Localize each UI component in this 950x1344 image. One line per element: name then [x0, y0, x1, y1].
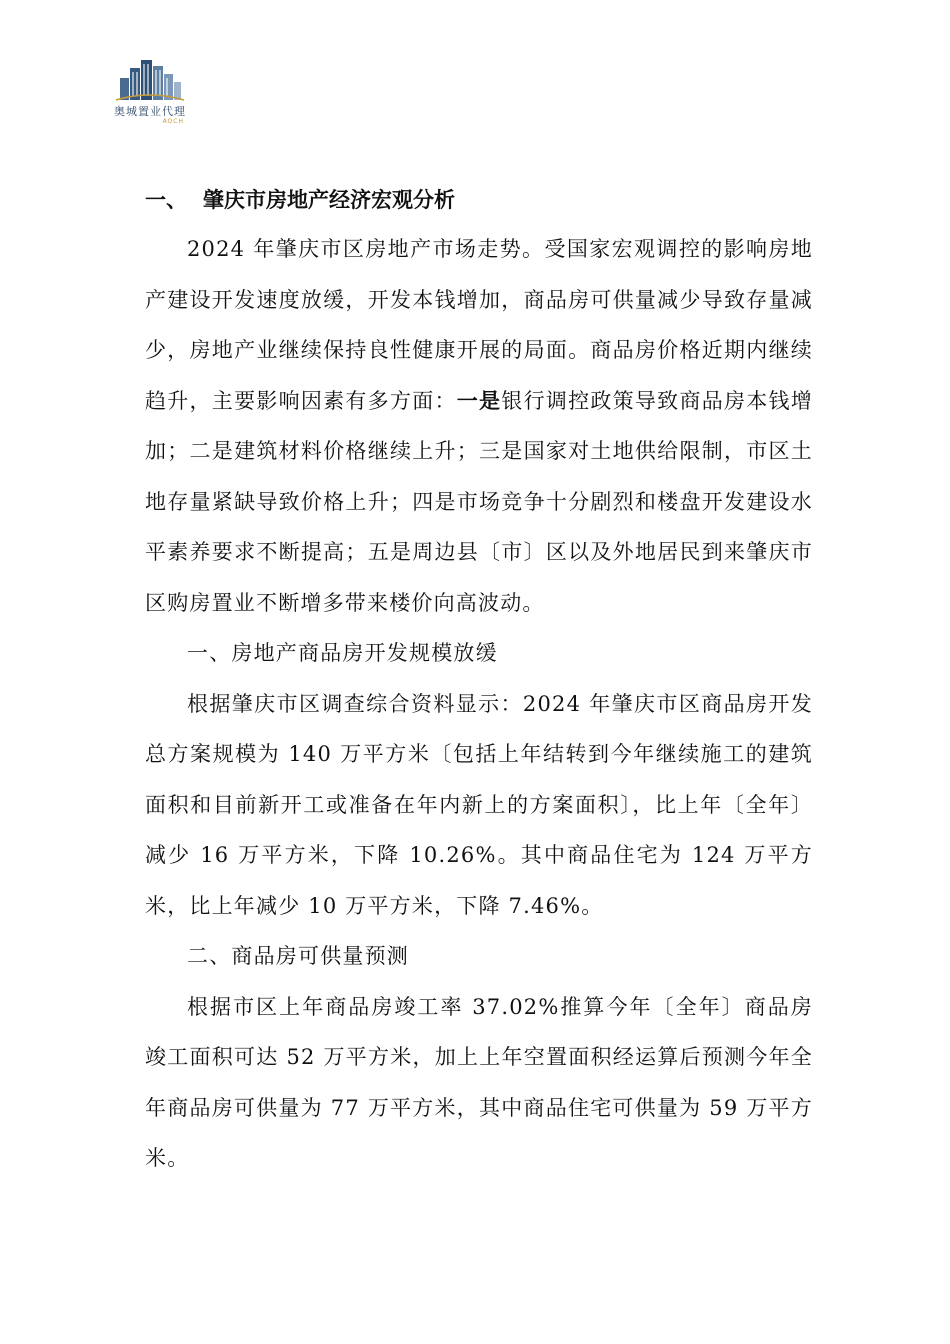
paragraph-development-scale: 根据肇庆市区调查综合资料显示：2024 年肇庆市区商品房开发总方案规模为 140 万平方米〔包括上年结转到今年继续施工的建筑面积和目前新开工或准备在年内新上的方案面积〕，比上年〔全年〕减少 16 万平方米，下降 10.26%。其中商品住宅为 124 万平方米，比上年减少 10 万平方米，下降 7.46%。 — [145, 691, 813, 918]
buildings-logo-icon — [114, 56, 186, 102]
subsection-heading-development-scale: 一、房地产商品房开发规模放缓 — [187, 641, 498, 665]
paragraph-market-trend-part-b: 银行调控政策导致商品房本钱增加；二是建筑材料价格继续上升；三是国家对土地供给限制，市区土地存量紧缺导致价格上升；四是市场竞争十分剧烈和楼盘开发建设水平素养要求不断提高；五是周边县〔市〕区以及外地居民到来肇庆市区购房置业不断增多带来楼价向高波动。 — [145, 388, 813, 615]
paragraph-market-trend — [145, 224, 813, 628]
section-title: 肇庆市房地产经济宏观分析 — [203, 188, 455, 212]
document-content — [145, 180, 813, 1184]
paragraph-supply-forecast: 根据市区上年商品房竣工率 37.02%推算今年〔全年〕商品房竣工面积可达 52 万平方米，加上上年空置面积经运算后预测今年全年商品房可供量为 77 万平方米，其中商品住宅可供量为 59 万平方米。 — [145, 994, 813, 1170]
paragraph-market-trend-bold: 一是 — [456, 388, 502, 413]
paragraph-market-trend-part-a: 2024 年肇庆市区房地产市场走势。受国家宏观调控的影响房地产建设开发速度放缓，开发本钱增加，商品房可供量减少导致存量减少，房地产业继续保持良性健康开展的局面。商品房价格近期内继续趋升，主要影响因素有多方面： — [145, 237, 813, 413]
logo-sub-text: AOCH — [162, 118, 184, 125]
section-heading — [145, 180, 813, 220]
logo-brand-text: 奥城置业代理 — [114, 105, 186, 118]
company-logo — [108, 56, 192, 128]
section-number: 一、 — [145, 188, 187, 212]
subsection-heading-supply-forecast: 二、商品房可供量预测 — [187, 944, 409, 968]
